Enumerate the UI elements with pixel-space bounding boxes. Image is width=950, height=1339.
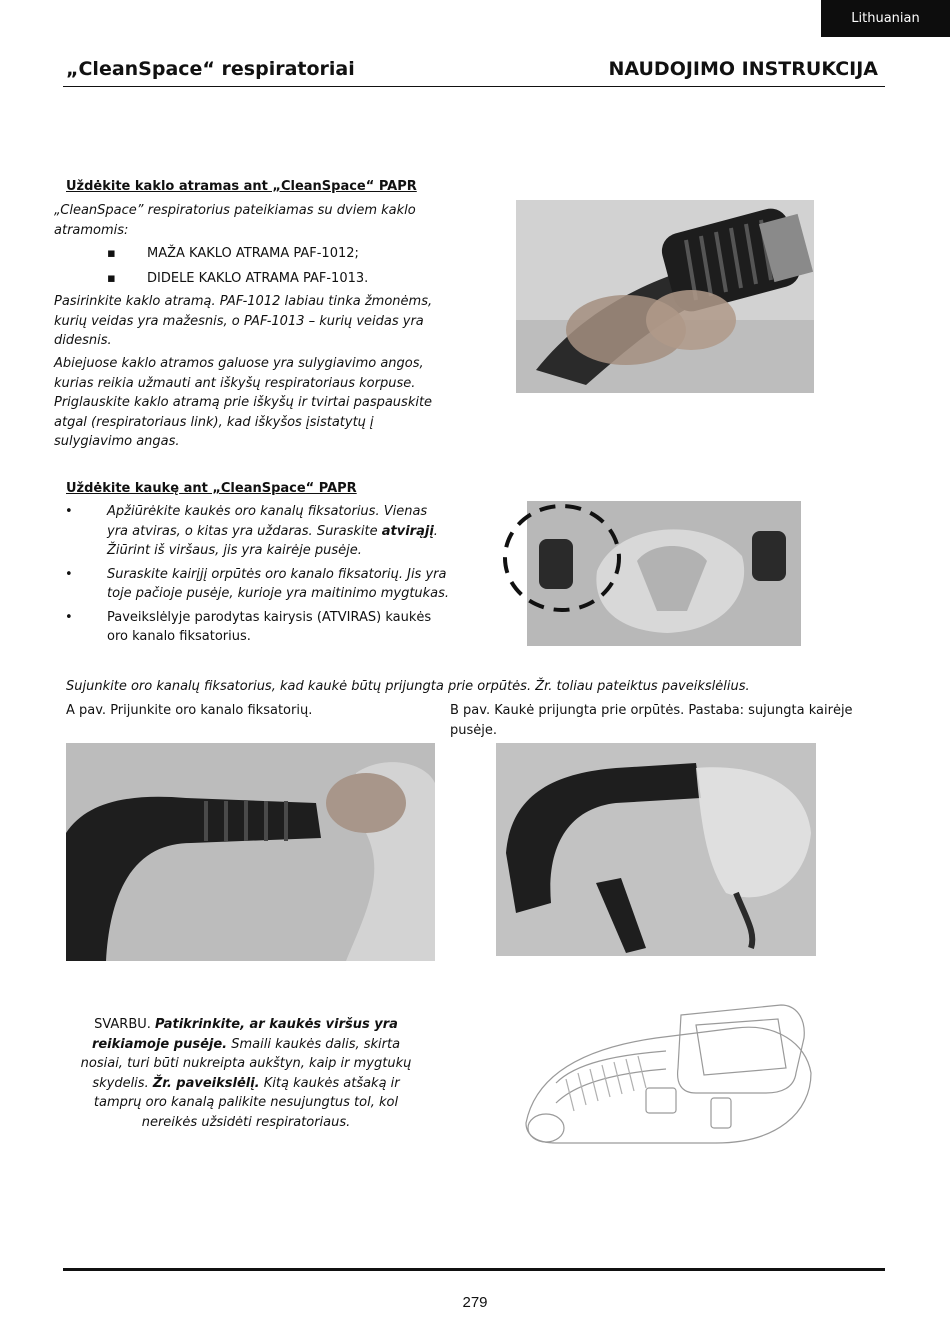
caption-a: A pav. Prijunkite oro kanalo fiksatorių. — [66, 703, 313, 718]
list-item: ▪ DIDELE KAKLO ATRAMA PAF-1013. — [107, 269, 447, 289]
highlight-circle — [501, 502, 623, 614]
caption-b: B pav. Kaukė prijungta prie orpūtės. Pastaba: sujungta kairėje pusėje. — [450, 703, 853, 738]
list-item: • Suraskite kairįjį orpūtės oro kanalo fiksatorių. Jis yra toje pačioje pusėje, kurioje yra maitinimo mygtukas. — [65, 565, 450, 604]
important-text: Smaili kaukės dalis, skirta nosiai, turi būti nukreipta aukštyn, kaip ir mygtukų skydelis. — [80, 1036, 412, 1091]
important-note — [70, 1015, 422, 1132]
neck-support-heading: Uždėkite kaklo atramas ant „CleanSpace“ PAPR — [66, 179, 417, 194]
neck-support-intro: „CleanSpace” respiratorius pateikiamas su dviem kaklo atramomis: — [54, 203, 416, 238]
important-text: Kitą kaukės atšaką ir tamprų oro kanalą palikite nesujungtus tol, kol nereikės užsidėti respiratoriaus. — [93, 1075, 400, 1130]
important-emphasis: Patikrinkite, ar kaukės viršus yra reikiamoje pusėje. — [91, 1017, 398, 1052]
document-section-title: NAUDOJIMO INSTRUKCIJA — [608, 58, 878, 80]
connect-note: Sujunkite oro kanalų fiksatorius, kad kaukė būtų prijungta prie orpūtės. Žr. toliau pateiktus paveikslėlius. — [66, 679, 750, 694]
neck-support-para-1: Pasirinkite kaklo atramą. PAF-1012 labiau tinka žmonėms, kurių veidas yra mažesnis, o PAF-1013 – kurių veidas yra didesnis. — [54, 294, 433, 348]
header-divider — [63, 86, 885, 87]
document-title: „CleanSpace“ respiratoriai — [66, 58, 355, 80]
list-item: ▪ MAŽA KAKLO ATRAMA PAF-1012; — [107, 244, 447, 264]
list-item: • Paveikslėlyje parodytas kairysis (ATVIRAS) kaukės oro kanalo fiksatorius. — [65, 608, 450, 647]
bullet-text: Apžiūrėkite kaukės oro kanalų fiksatorius. Vienas yra atviras, o kitas yra uždaras. Suraskite — [107, 504, 428, 539]
important-label: SVARBU. — [94, 1017, 156, 1032]
figure-a-photo — [66, 743, 435, 961]
bullet-text: . Žiūrint iš viršaus, jis yra kairėje pusėje. — [107, 523, 438, 558]
mask-instructions-list — [65, 502, 450, 651]
page-number: 279 — [462, 1294, 488, 1311]
important-emphasis: Žr. paveikslėlį. — [152, 1075, 260, 1091]
neck-support-photo — [516, 200, 814, 393]
figure-b-photo — [496, 743, 816, 956]
neck-support-list — [107, 244, 447, 293]
bullet-emphasis: atvirąjį — [381, 523, 434, 539]
list-item — [65, 502, 450, 561]
language-tab: Lithuanian — [821, 0, 950, 37]
neck-support-para-2: Abiejuose kaklo atramos galuose yra sulygiavimo angos, kurias reikia užmauti ant iškyšų respiratoriaus korpuse. Priglauskite kaklo atramą prie iškyšų ir tvirtai paspauskite atgal (respiratoriaus link), kad iškyšos įsistatytų į sulygiavimo angas. — [54, 356, 433, 449]
respirator-line-drawing — [516, 993, 816, 1153]
footer-divider — [63, 1268, 885, 1271]
mask-heading: Uždėkite kaukę ant „CleanSpace“ PAPR — [66, 481, 357, 496]
